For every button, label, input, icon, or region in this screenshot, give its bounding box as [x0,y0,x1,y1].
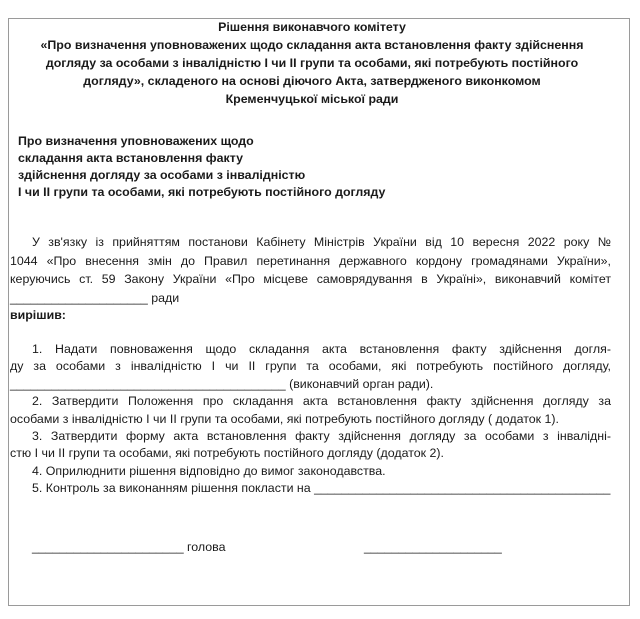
item-line: ________________________________________ (виконавчий орган ради). [10,376,434,391]
resolution-item-1 [10,341,611,393]
header-line: «Про визначення уповноважених щодо складання акта встановлення факту здійснення [40,38,584,52]
signature-head: ______________________ голова [32,540,226,554]
preamble-line: ____________________ ради [10,290,180,305]
header-line: Рішення виконавчого комітету [218,20,406,34]
subject-line: І чи ІІ групи та особами, які потребують постійного догляду [18,185,386,199]
item-line: 2. Затвердити Положення про складання акта встановлення факту здійснення догляду за [32,394,611,409]
subject-line: складання акта встановлення факту [18,151,244,165]
item-line: стю І чи ІІ групи та особами, які потребують постійного догляду (додаток 2). [10,446,444,461]
resolution-item-4 [10,463,611,480]
header-line: догляду», складеного на основі діючого Акта, затвердженого виконкомом [83,74,541,88]
header-line: Кременчуцької міської ради [225,92,399,106]
item-line: 4. Оприлюднити рішення відповідно до вимог законодавства. [32,463,386,478]
document-header [18,18,606,108]
subject-line: здійснення догляду за особами з інвалідністю [18,168,306,182]
preamble-line: У зв'язку із прийняттям постанови Кабінету Міністрів України від 10 вересня 2022 року № [32,235,611,249]
resolution-item-3 [10,428,611,463]
preamble-paragraph [10,233,611,307]
decision-subject [18,133,385,201]
preamble-line: 1044 «Про внесення змін до Правил перетинання державного кордону громадянами України», [10,253,611,268]
item-line: ду за особами з інвалідністю І чи ІІ групи та особами, які потребують постійного догляду, [10,359,611,374]
item-line: 5. Контроль за виконанням рішення покласти на ___________________________________________ [32,481,611,496]
item-line: 3. Затвердити форму акта встановлення факту здійснення догляду за особами з інвалідні- [32,429,611,444]
item-line: 1. Надати повноваження щодо складання акта встановлення факту здійснення догля- [32,342,611,356]
resolution-item-2 [10,393,611,428]
resolution-items [10,341,611,498]
subject-line: Про визначення уповноважених щодо [18,134,254,148]
preamble-line: керуючись ст. 59 Закону України «Про місцеве самоврядування в Україні», виконавчий комітет [10,272,611,286]
signature-line: ____________________ [364,540,502,554]
item-line: особами з інвалідністю І чи ІІ групи та особами, які потребують постійного догляду ( додаток 1). [10,411,559,426]
resolved-label: вирішив: [10,308,66,322]
header-line: догляду за особами з інвалідністю І чи ІІ групи та особами, які потребують постійного [45,56,579,70]
resolution-item-5 [10,480,611,497]
